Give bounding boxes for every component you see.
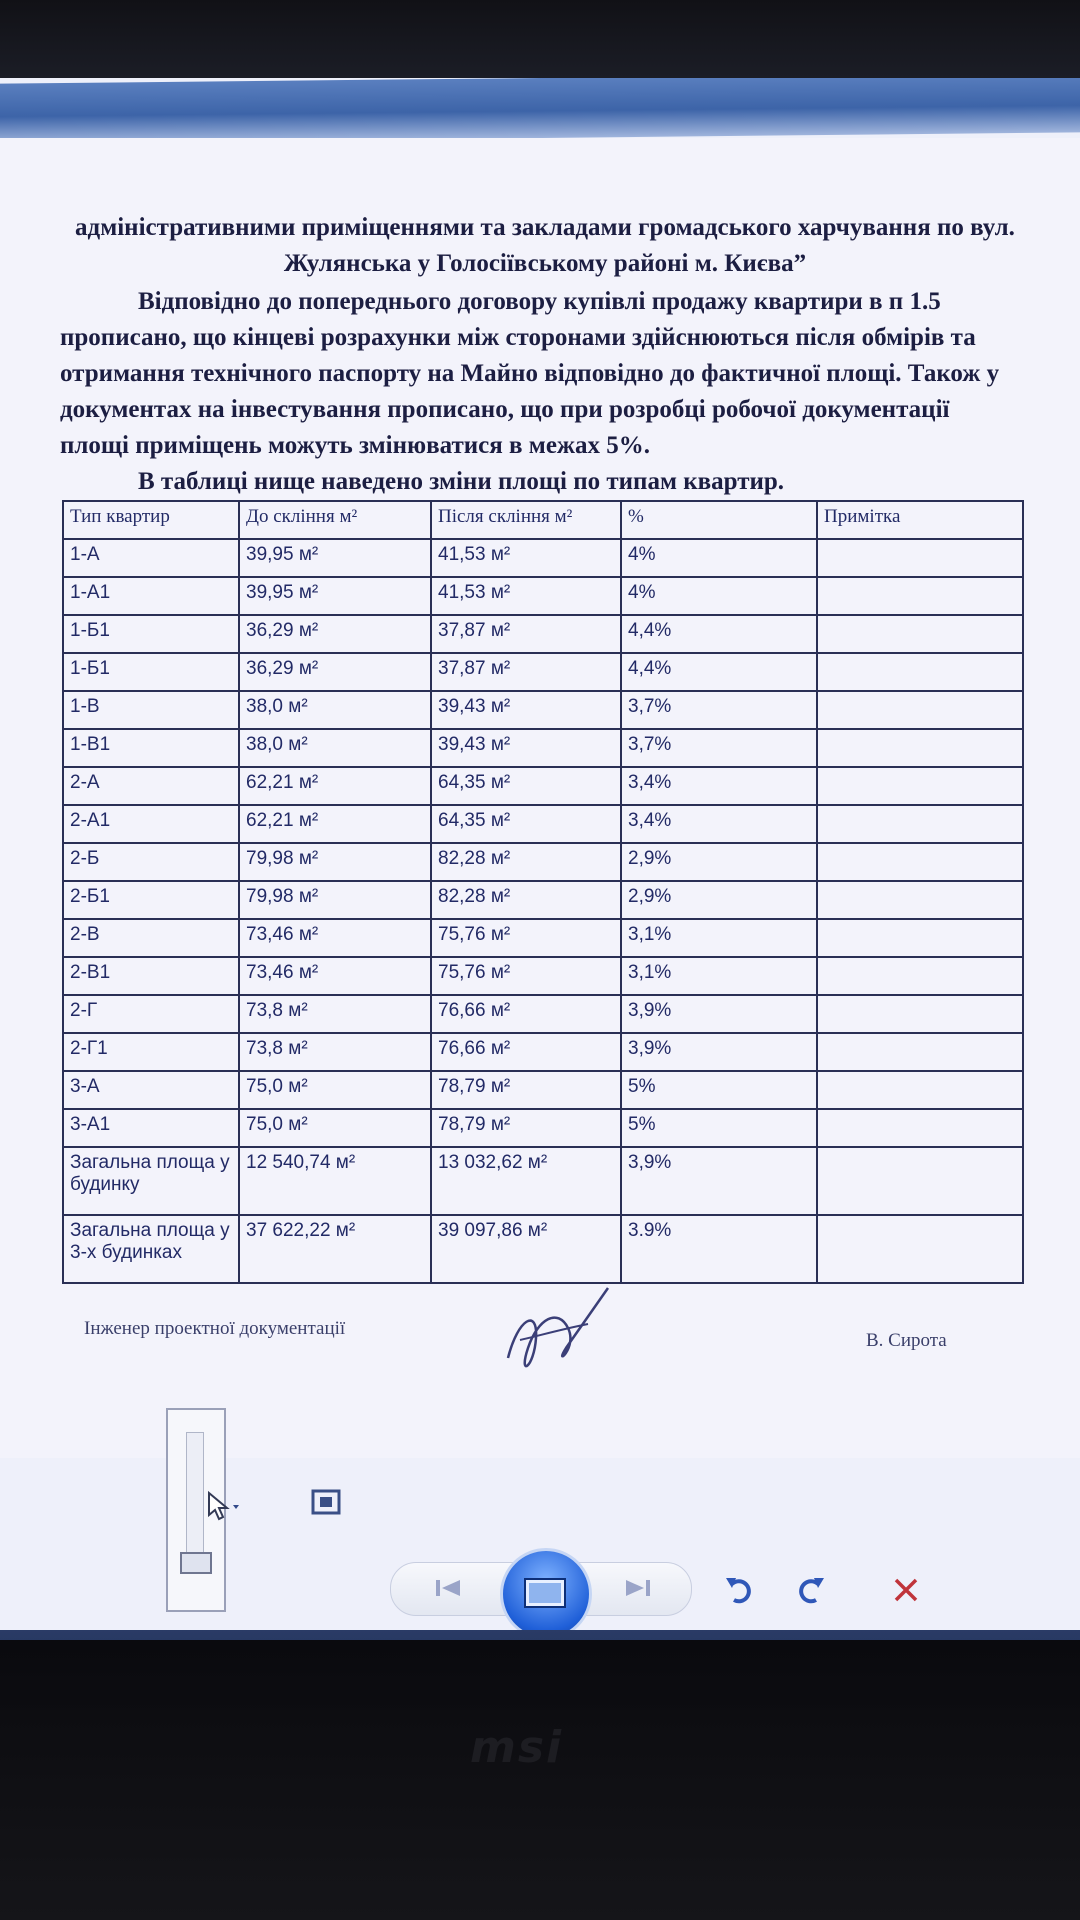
cell-note — [817, 957, 1023, 995]
window-title-band — [0, 78, 1080, 144]
rotate-right-button[interactable] — [788, 1568, 832, 1612]
cell-note — [817, 805, 1023, 843]
cell-percent: 2,9% — [621, 843, 817, 881]
magnifier-icon — [201, 1489, 241, 1523]
table-row — [63, 767, 1023, 805]
cell-after: 37,87 м² — [431, 615, 621, 653]
fit-window-icon — [309, 1487, 343, 1517]
cell-type: 1-В1 — [63, 729, 239, 767]
cell-before: 62,21 м² — [239, 805, 431, 843]
cell-type: 2-В1 — [63, 957, 239, 995]
cell-percent: 5% — [621, 1109, 817, 1147]
cell-before: 73,46 м² — [239, 919, 431, 957]
slideshow-icon — [503, 1551, 589, 1637]
previous-button[interactable] — [420, 1568, 480, 1608]
cell-type: 2-Б1 — [63, 881, 239, 919]
cell-after: 41,53 м² — [431, 577, 621, 615]
table-row — [63, 881, 1023, 919]
cell-type: 2-Г — [63, 995, 239, 1033]
taskbar — [0, 1630, 1080, 1640]
cell-after: 13 032,62 м² — [431, 1147, 621, 1215]
cell-note — [817, 539, 1023, 577]
cell-percent: 3,9% — [621, 1147, 817, 1215]
cell-before: 38,0 м² — [239, 729, 431, 767]
cell-after: 39 097,86 м² — [431, 1215, 621, 1283]
cell-before: 36,29 м² — [239, 615, 431, 653]
doc-line-1: адміністративними приміщеннями та закладами громадського харчування по вул. — [75, 214, 1015, 241]
cell-before: 39,95 м² — [239, 577, 431, 615]
monitor-top-bezel — [0, 0, 1080, 78]
cell-type: 1-А — [63, 539, 239, 577]
table-row — [63, 843, 1023, 881]
doc-line-3: Відповідно до попереднього договору купівлі продажу квартири в п 1.5 — [138, 288, 941, 315]
cell-before: 73,8 м² — [239, 995, 431, 1033]
table-row — [63, 729, 1023, 767]
cell-percent: 4,4% — [621, 615, 817, 653]
cell-before: 36,29 м² — [239, 653, 431, 691]
fit-window-button[interactable] — [306, 1482, 346, 1522]
cell-percent: 4% — [621, 539, 817, 577]
screen — [0, 78, 1080, 1640]
cell-before: 75,0 м² — [239, 1109, 431, 1147]
cell-before: 12 540,74 м² — [239, 1147, 431, 1215]
cell-type: 3-А1 — [63, 1109, 239, 1147]
rotate-counterclockwise-icon — [722, 1572, 758, 1608]
cell-after: 78,79 м² — [431, 1109, 621, 1147]
header-note: Примітка — [817, 501, 1023, 539]
table-row — [63, 1033, 1023, 1071]
cell-type: Загальна площа у 3-х будинках — [63, 1215, 239, 1283]
cell-type: 1-А1 — [63, 577, 239, 615]
cell-percent: 3,1% — [621, 957, 817, 995]
previous-icon — [430, 1576, 470, 1600]
cell-type: Загальна площа у будинку — [63, 1147, 239, 1215]
cell-after: 39,43 м² — [431, 729, 621, 767]
cell-note — [817, 1109, 1023, 1147]
signature-left-label: Інженер проектної документації — [84, 1318, 346, 1339]
next-button[interactable] — [606, 1568, 666, 1608]
cell-type: 2-Г1 — [63, 1033, 239, 1071]
cell-before: 38,0 м² — [239, 691, 431, 729]
monitor-bottom-bezel — [0, 1640, 1080, 1920]
cell-note — [817, 995, 1023, 1033]
cell-type: 3-А — [63, 1071, 239, 1109]
table-row — [63, 577, 1023, 615]
cell-after: 82,28 м² — [431, 881, 621, 919]
cell-before: 73,46 м² — [239, 957, 431, 995]
table-total-row — [63, 1147, 1023, 1215]
cell-note — [817, 1215, 1023, 1283]
cell-after: 37,87 м² — [431, 653, 621, 691]
cell-after: 75,76 м² — [431, 957, 621, 995]
rotate-left-button[interactable] — [718, 1568, 762, 1612]
cell-before: 39,95 м² — [239, 539, 431, 577]
cell-type: 1-Б1 — [63, 615, 239, 653]
cell-after: 64,35 м² — [431, 767, 621, 805]
next-icon — [616, 1576, 656, 1600]
delete-button[interactable] — [884, 1568, 928, 1612]
cell-after: 76,66 м² — [431, 995, 621, 1033]
table-row — [63, 653, 1023, 691]
cell-before: 62,21 м² — [239, 767, 431, 805]
cell-percent: 4% — [621, 577, 817, 615]
table-row — [63, 691, 1023, 729]
cell-note — [817, 881, 1023, 919]
cell-note — [817, 1147, 1023, 1215]
cell-percent: 5% — [621, 1071, 817, 1109]
cell-after: 41,53 м² — [431, 539, 621, 577]
header-type: Тип квартир — [63, 501, 239, 539]
rotate-clockwise-icon — [792, 1572, 828, 1608]
doc-line-4: прописано, що кінцеві розрахунки між сторонами здійснюються після обмірів та — [60, 324, 976, 351]
cell-after: 82,28 м² — [431, 843, 621, 881]
table-row — [63, 995, 1023, 1033]
cell-note — [817, 615, 1023, 653]
cell-percent: 3,4% — [621, 767, 817, 805]
cell-note — [817, 1071, 1023, 1109]
cell-note — [817, 843, 1023, 881]
table-row — [63, 957, 1023, 995]
document-page — [0, 138, 1080, 1458]
cell-note — [817, 767, 1023, 805]
cell-type: 1-Б1 — [63, 653, 239, 691]
cell-percent: 4,4% — [621, 653, 817, 691]
table-row — [63, 615, 1023, 653]
signature-right-label: В. Сирота — [866, 1330, 947, 1351]
header-after: Після скління м² — [431, 501, 621, 539]
cell-type: 2-А1 — [63, 805, 239, 843]
cell-percent: 3,7% — [621, 691, 817, 729]
cell-type: 2-Б — [63, 843, 239, 881]
zoom-slider-thumb[interactable] — [180, 1552, 212, 1574]
cell-percent: 3,4% — [621, 805, 817, 843]
table-row — [63, 1109, 1023, 1147]
cell-before: 37 622,22 м² — [239, 1215, 431, 1283]
cell-note — [817, 729, 1023, 767]
cell-type: 1-В — [63, 691, 239, 729]
cell-note — [817, 1033, 1023, 1071]
cell-percent: 2,9% — [621, 881, 817, 919]
delete-icon — [890, 1574, 922, 1606]
doc-line-2: Жулянська у Голосіївському районі м. Києва” — [283, 250, 807, 277]
cell-note — [817, 577, 1023, 615]
table-row — [63, 539, 1023, 577]
table-row — [63, 919, 1023, 957]
cell-after: 75,76 м² — [431, 919, 621, 957]
brand-logo: msi — [470, 1722, 564, 1773]
slideshow-button[interactable] — [500, 1548, 592, 1640]
cell-before: 79,98 м² — [239, 843, 431, 881]
cell-percent: 3,1% — [621, 919, 817, 957]
doc-line-5: отримання технічного паспорту на Майно відповідно до фактичної площі. Також у — [60, 360, 1000, 387]
table-header-row — [63, 501, 1023, 539]
signature-icon — [498, 1278, 618, 1388]
table-row — [63, 1071, 1023, 1109]
cell-note — [817, 919, 1023, 957]
doc-line-7: площі приміщень можуть змінюватися в межах 5%. — [60, 432, 651, 459]
cell-note — [817, 653, 1023, 691]
header-before: До скління м² — [239, 501, 431, 539]
doc-line-8: В таблиці нище наведено зміни площі по типам квартир. — [138, 468, 785, 495]
cell-before: 79,98 м² — [239, 881, 431, 919]
cell-after: 64,35 м² — [431, 805, 621, 843]
table-total-row — [63, 1215, 1023, 1283]
cell-percent: 3,9% — [621, 995, 817, 1033]
cell-percent: 3,7% — [621, 729, 817, 767]
table-row — [63, 805, 1023, 843]
cell-percent: 3,9% — [621, 1033, 817, 1071]
cell-type: 2-В — [63, 919, 239, 957]
header-percent: % — [621, 501, 817, 539]
cell-percent: 3.9% — [621, 1215, 817, 1283]
cell-type: 2-А — [63, 767, 239, 805]
doc-line-6: документах на інвестування прописано, що при розробці робочої документації — [60, 396, 950, 423]
cell-after: 78,79 м² — [431, 1071, 621, 1109]
zoom-button[interactable] — [196, 1486, 246, 1526]
cell-after: 39,43 м² — [431, 691, 621, 729]
cell-after: 76,66 м² — [431, 1033, 621, 1071]
cell-note — [817, 691, 1023, 729]
apartment-area-table — [62, 500, 1024, 1284]
cell-before: 73,8 м² — [239, 1033, 431, 1071]
cell-before: 75,0 м² — [239, 1071, 431, 1109]
